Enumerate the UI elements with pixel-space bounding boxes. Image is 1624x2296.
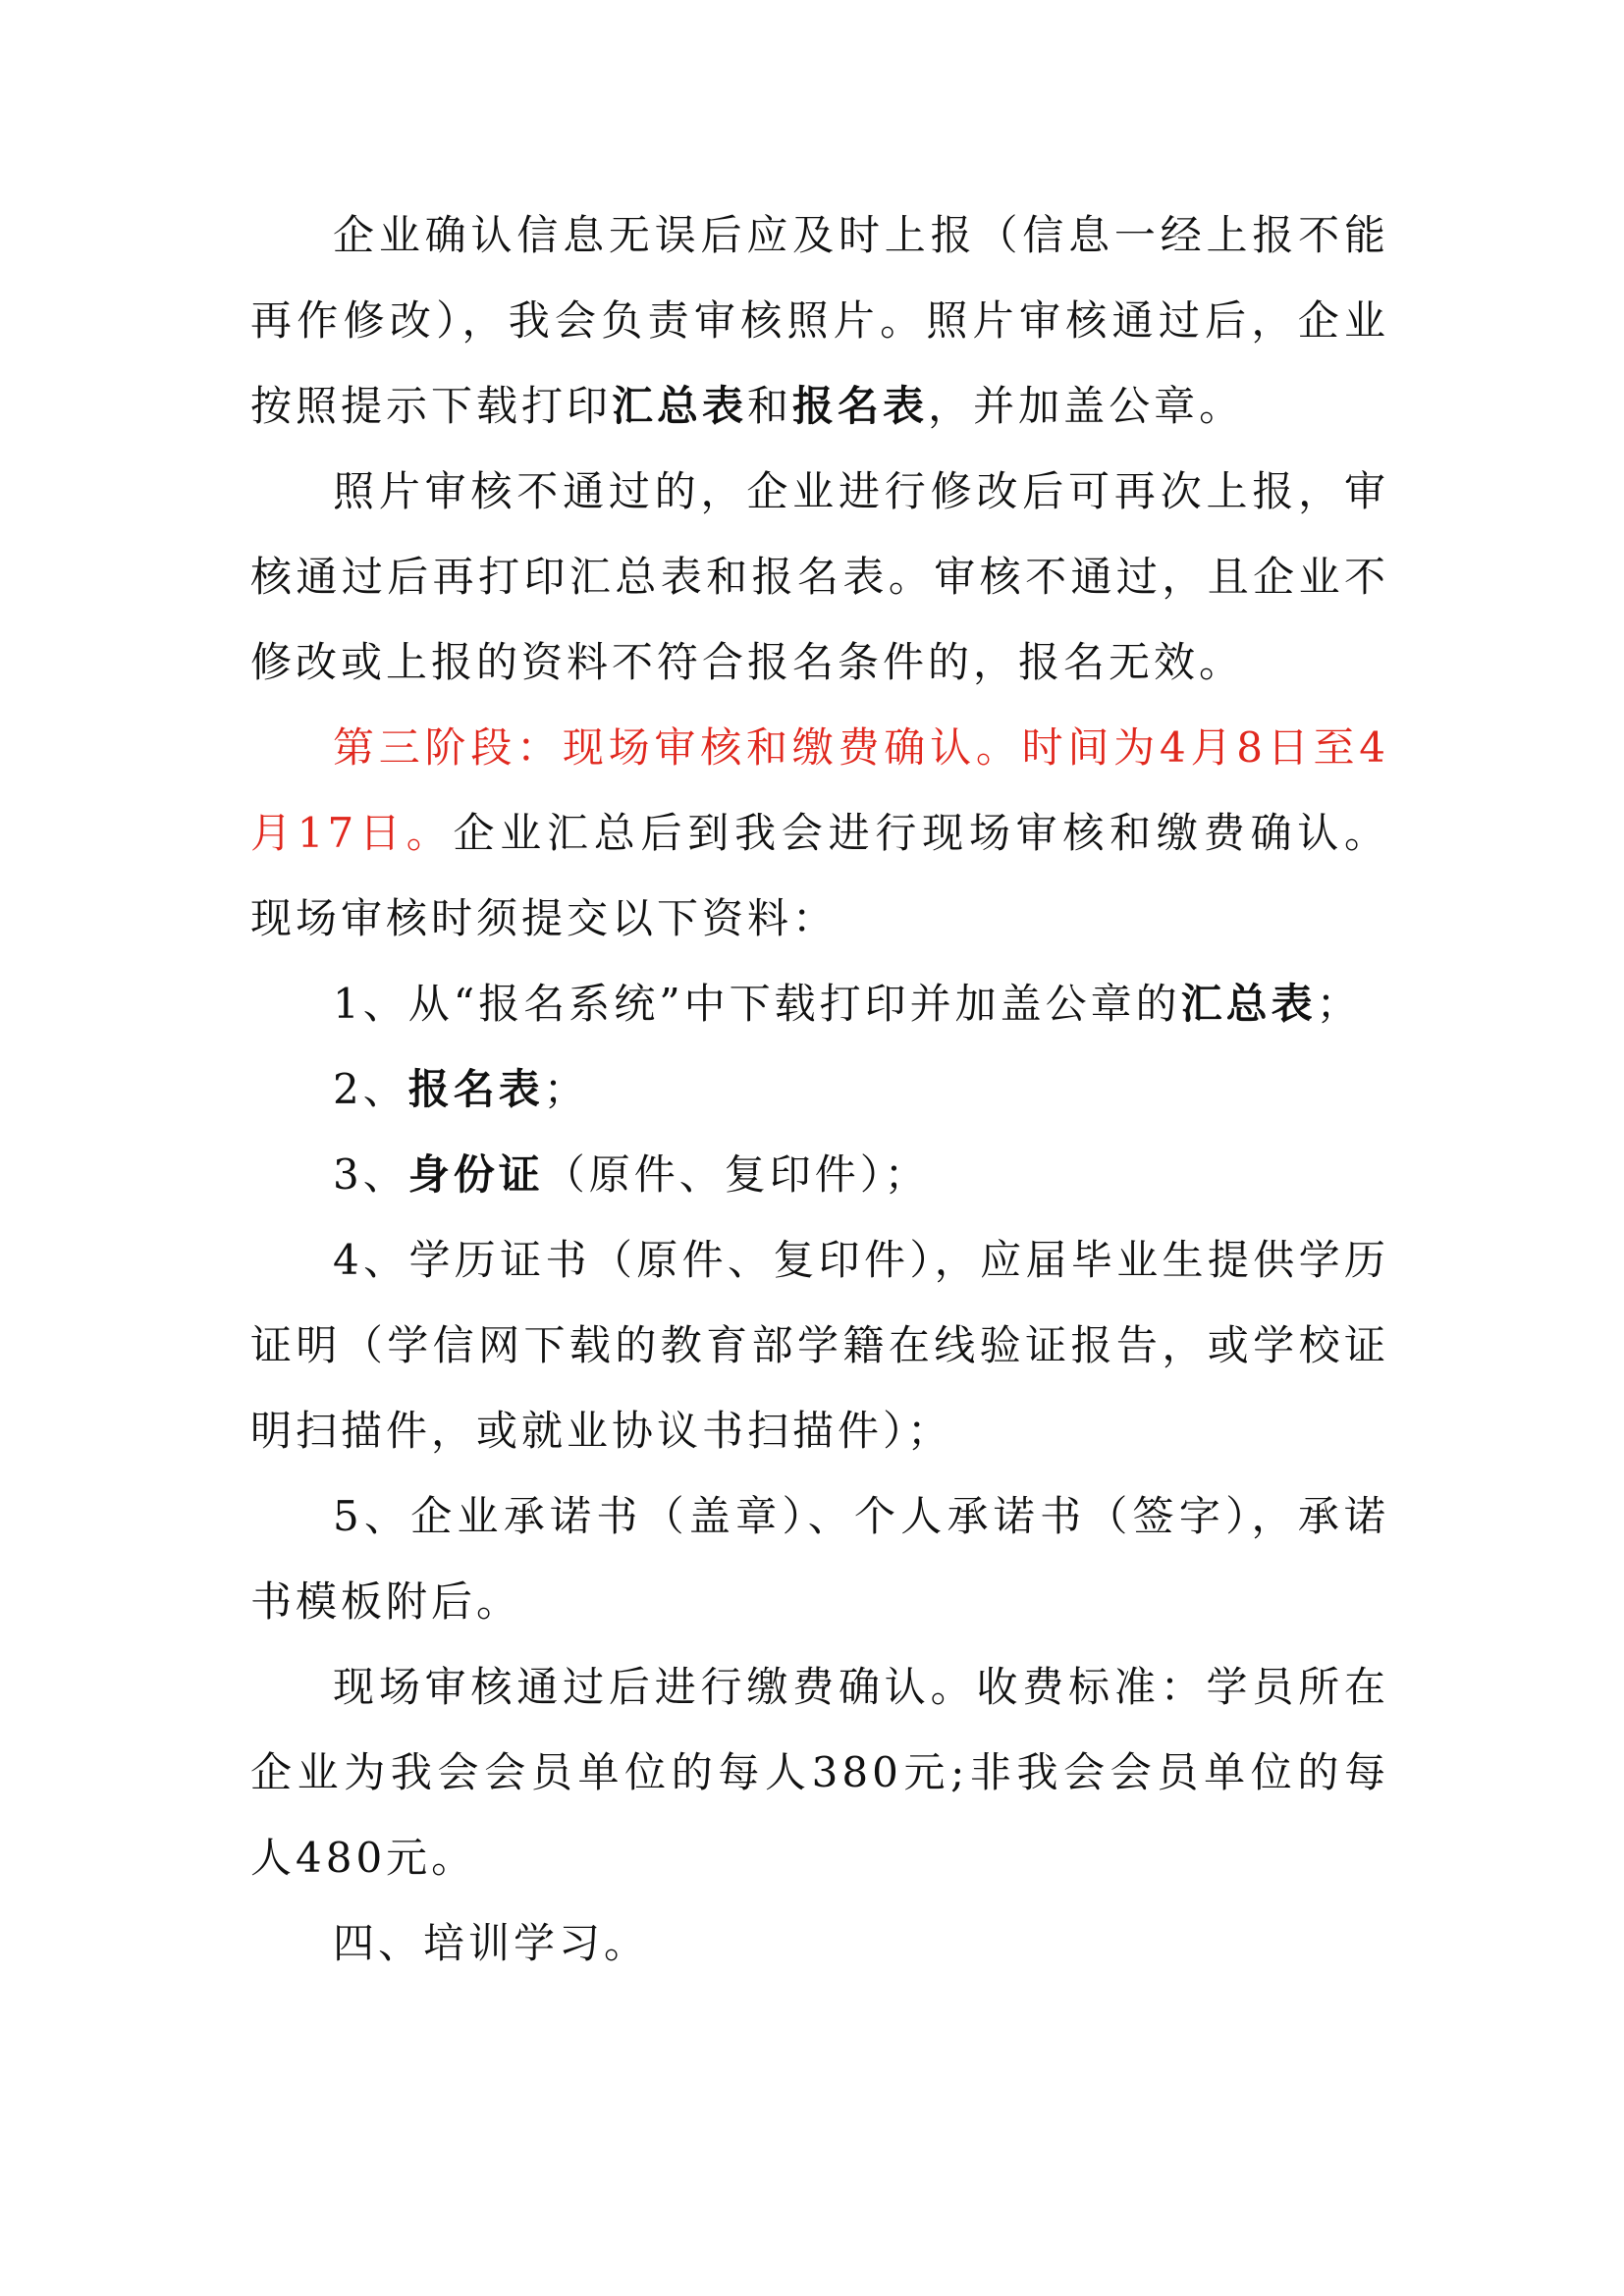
section-heading-training: 四、培训学习。 [333,1919,650,1967]
bold-registration-form: 报名表 [792,382,929,430]
text: 和 [747,382,793,430]
text: 1、从“报名系统”中下载打印并加盖公章的 [333,980,1181,1028]
bold-summary-table: 汇总表 [1180,980,1317,1028]
bold-registration-form: 报名表 [407,1065,544,1113]
list-item-4: 4、学历证书（原件、复印件），应届毕业生提供学历证明（学信网下载的教育部学籍在线验证报告，或学校证明扫描件，或就业协议书扫描件）； [250,1236,1389,1455]
document-page [250,192,1389,1986]
list-item-2 [250,1046,1389,1132]
list-item-3 [250,1132,1389,1217]
text: （原件、复印件）； [543,1150,930,1199]
bold-id-card: 身份证 [407,1150,544,1199]
paragraph-report-info [250,192,1389,449]
text: 企业汇总后到我会进行现场审核和缴费确认。现场审核时须提交以下资料： [250,809,1389,942]
bold-summary-table: 汇总表 [612,382,748,430]
paragraph-fees: 现场审核通过后进行缴费确认。收费标准：学员所在企业为我会会员单位的每人380元;非我会会员单位的每人480元。 [250,1663,1389,1882]
paragraph-stage-three [250,705,1389,961]
text: ； [1316,980,1362,1028]
text: 3、 [333,1150,408,1199]
text: ，并加盖公章。 [928,382,1245,430]
list-item-5: 5、企业承诺书（盖章）、个人承诺书（签字），承诺书模板附后。 [250,1492,1389,1626]
stage-three-highlight: 第三阶段：现场审核和缴费确认。时间为4月8日至4月17日。 [250,723,1389,857]
paragraph-photo-review: 照片审核不通过的，企业进行修改后可再次上报，审核通过后再打印汇总表和报名表。审核不通过，且企业不修改或上报的资料不符合报名条件的，报名无效。 [250,467,1389,686]
text: 2、 [333,1065,408,1113]
text: ； [543,1065,589,1113]
list-item-1 [250,961,1389,1046]
text: 企业确认信息无误后应及时上报（信息一经上报不能再作修改），我会负责审核照片。照片审核通过后，企业按照提示下载打印 [250,211,1389,430]
